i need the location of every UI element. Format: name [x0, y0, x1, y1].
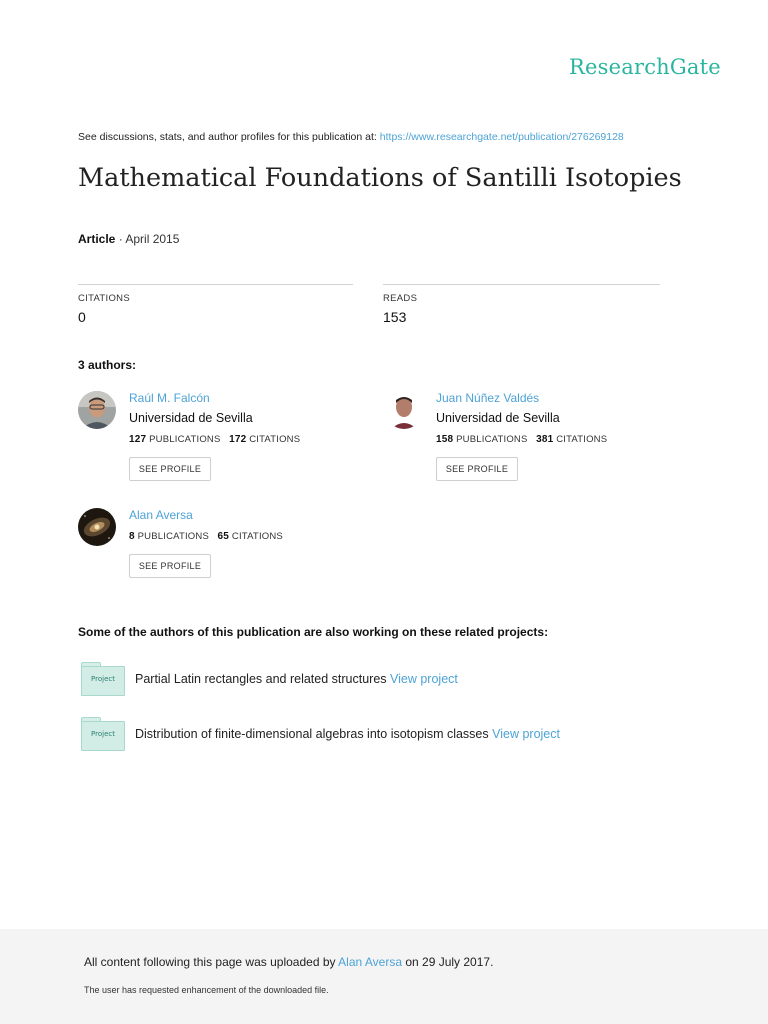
publication-url-link[interactable]: https://www.researchgate.net/publication/276269128: [379, 131, 624, 143]
project-title: [135, 727, 560, 741]
see-profile-button[interactable]: SEE PROFILE: [129, 554, 211, 578]
footer: [0, 929, 768, 1024]
project-icon-label: Project: [91, 675, 115, 683]
author-citations-count: 381: [536, 434, 554, 445]
see-profile-button[interactable]: SEE PROFILE: [436, 457, 518, 481]
author-stats: [129, 531, 283, 542]
view-project-link[interactable]: View project: [390, 672, 458, 686]
project-item: [81, 662, 641, 698]
publication-title: Mathematical Foundations of Santilli Isotopies: [78, 163, 682, 193]
author-avatar[interactable]: [385, 391, 423, 429]
citations-word: CITATIONS: [231, 531, 283, 542]
citations-divider: [78, 284, 353, 285]
reads-label: READS: [383, 293, 418, 304]
author-institution: Universidad de Sevilla: [436, 411, 560, 425]
author-stats: [129, 434, 300, 445]
reads-count: 153: [383, 309, 407, 325]
person-photo-icon: [78, 391, 116, 429]
project-name: Distribution of finite-dimensional algebras into isotopism classes: [135, 727, 489, 741]
project-item: [81, 717, 641, 753]
publications-word: PUBLICATIONS: [456, 434, 528, 445]
project-icon-label: Project: [91, 730, 115, 738]
author-citations-count: 172: [229, 434, 247, 445]
author-publications-count: 8: [129, 531, 135, 542]
publication-meta: [78, 232, 179, 246]
discussion-prefix: See discussions, stats, and author profiles for this publication at:: [78, 131, 377, 143]
author-card: [385, 391, 665, 486]
researchgate-logo[interactable]: ResearchGate: [569, 55, 721, 79]
citations-count: 0: [78, 309, 86, 325]
publication-type: Article: [78, 232, 116, 246]
author-stats: [436, 434, 607, 445]
upload-date: on 29 July 2017.: [405, 955, 494, 969]
see-profile-button[interactable]: SEE PROFILE: [129, 457, 211, 481]
citations-word: CITATIONS: [556, 434, 608, 445]
project-name: Partial Latin rectangles and related structures: [135, 672, 387, 686]
citations-word: CITATIONS: [249, 434, 301, 445]
reads-divider: [383, 284, 660, 285]
author-card: [78, 391, 358, 486]
project-title: [135, 672, 458, 686]
author-publications-count: 158: [436, 434, 454, 445]
galaxy-photo-icon: [78, 508, 116, 546]
publications-word: PUBLICATIONS: [149, 434, 221, 445]
project-folder-icon[interactable]: [81, 717, 125, 751]
publications-word: PUBLICATIONS: [137, 531, 209, 542]
author-name-link[interactable]: Raúl M. Falcón: [129, 391, 210, 405]
view-project-link[interactable]: View project: [492, 727, 560, 741]
author-avatar[interactable]: [78, 508, 116, 546]
author-avatar[interactable]: [78, 391, 116, 429]
authors-heading: 3 authors:: [78, 358, 137, 372]
author-publications-count: 127: [129, 434, 147, 445]
author-citations-count: 65: [217, 531, 230, 542]
enhancement-note: The user has requested enhancement of the downloaded file.: [84, 985, 329, 995]
publication-date: · April 2015: [118, 232, 180, 246]
citations-label: CITATIONS: [78, 293, 130, 304]
author-name-link[interactable]: Juan Núñez Valdés: [436, 391, 540, 405]
upload-prefix: All content following this page was uploaded by: [84, 955, 336, 969]
author-name-link[interactable]: Alan Aversa: [129, 508, 193, 522]
related-projects-heading: Some of the authors of this publication are also working on these related projects:: [78, 625, 549, 639]
uploader-link[interactable]: Alan Aversa: [338, 955, 402, 969]
upload-note: [84, 955, 493, 969]
person-photo-icon: [385, 391, 423, 429]
author-institution: Universidad de Sevilla: [129, 411, 253, 425]
discussion-line: [78, 131, 624, 143]
project-folder-icon[interactable]: [81, 662, 125, 696]
author-card: [78, 508, 358, 583]
